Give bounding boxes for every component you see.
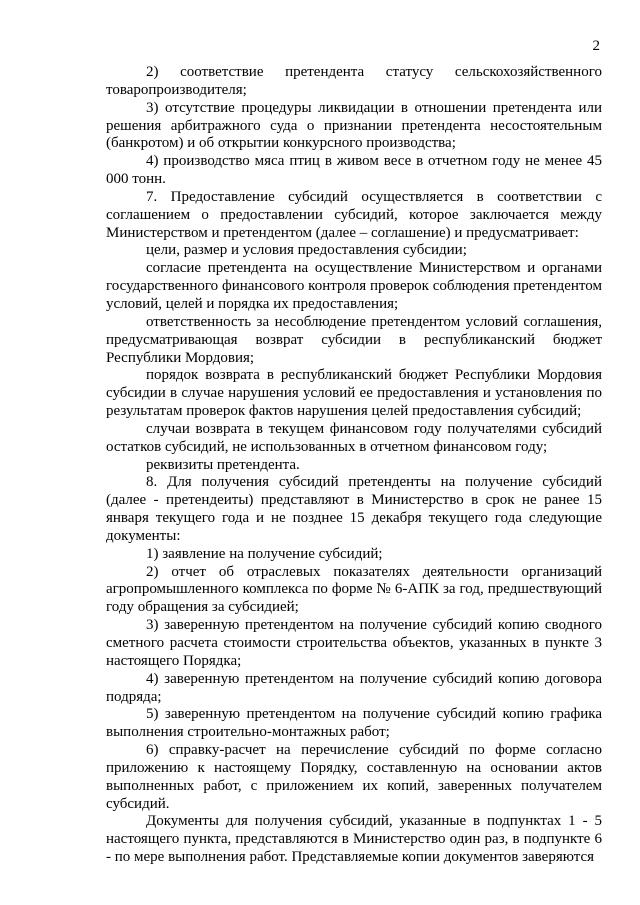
document-body [106, 64, 602, 867]
paragraph-clause-7: 7. Предоставление субсидий осуществляется в соответствии с соглашением о предоставлении субсидий, которое заключается между Министерством и претендентом (далее – соглашение) и предусматривает: [106, 188, 602, 241]
paragraph-clause-8: 8. Для получения субсидий претенденты на получение субсидий (далее - претендеиты) представляют в Министерство в срок не ранее 15 января текущего года и не позднее 15 декабря текущего года следующие документы: [106, 474, 602, 544]
paragraph-item-3: 3) отсутствие процедуры ликвидации в отношении претендента или решения арбитражного суда о признании претендента несостоятельным (банкротом) и об открытии конкурсного производства; [106, 99, 602, 152]
paragraph-doc-1: 1) заявление на получение субсидий; [146, 545, 383, 562]
paragraph-doc-2: 2) отчет об отраслевых показателях деятельности организаций агропромышленного комплекса по форме № 6-АПК за год, предшествующий году обращения за субсидией; [106, 563, 602, 616]
paragraph-responsibility: ответственность за несоблюдение претендентом условий соглашения, предусматривающая возврат субсидии в республиканский бюджет Республики Мордовия; [106, 313, 602, 366]
paragraph-item-4: 4) производство мяса птиц в живом весе в отчетном году не менее 45 000 тонн. [106, 153, 602, 188]
page-number: 2 [592, 38, 600, 54]
paragraph-consent: согласие претендента на осуществление Министерством и органами государственного финансового контроля проверок соблюдения претендентом условий, целей и порядка их предоставления; [106, 260, 602, 312]
paragraph-item-2: 2) соответствие претендента статусу сельскохозяйственного товаропроизводителя; [106, 64, 602, 98]
paragraph-doc-5: 5) заверенную претендентом на получение субсидий копию графика выполнения строительно-монтажных работ; [106, 706, 602, 741]
paragraph-doc-4: 4) заверенную претендентом на получение субсидий копию договора подряда; [106, 670, 602, 705]
paragraph-return-procedure: порядок возврата в республиканский бюджет Республики Мордовия субсидии в случае нарушения условий ее предоставления и установления по результатам проверок фактов нарушения целей предоставления субсидий; [106, 367, 602, 420]
paragraph-doc-3: 3) заверенную претендентом на получение субсидий копию сводного сметного расчета стоимости строительства объектов, указанных в пункте 3 настоящего Порядка; [106, 617, 602, 669]
paragraph-requisites: реквизиты претендента. [146, 456, 300, 473]
paragraph-return-cases: случаи возврата в текущем финансовом году получателями субсидий остатков субсидий, не использованных в отчетном финансовом году; [106, 420, 602, 455]
paragraph-subsidy-goals: цели, размер и условия предоставления субсидии; [146, 242, 467, 259]
paragraph-documents-submission: Документы для получения субсидий, указанные в подпунктах 1 - 5 настоящего пункта, представляются в Министерство один раз, в подпункте 6 - по мере выполнения работ. Представляемые копии документов заверяются [106, 813, 602, 866]
paragraph-doc-6: 6) справку-расчет на перечисление субсидий по форме согласно приложению к настоящему Порядку, составленную на основании актов выполненных работ, с приложением их копий, заверенных получателем субсидий. [106, 742, 602, 812]
